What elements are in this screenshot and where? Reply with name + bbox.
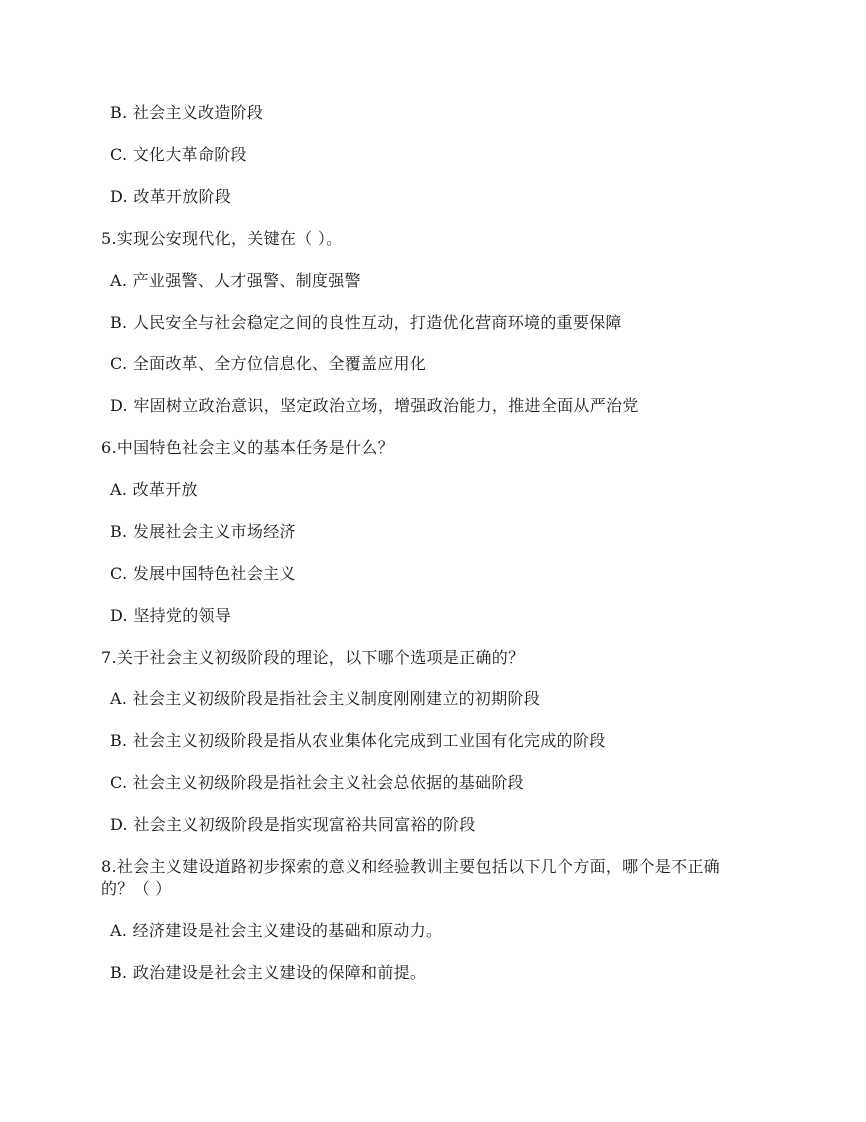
option-a-q5: A. 产业强警、人才强警、制度强警 [110,271,361,290]
option-b-q8: B. 政治建设是社会主义建设的保障和前提。 [110,963,427,982]
question-5: 5.实现公安现代化，关键在（ ）。 [101,229,343,248]
option-a-q8: A. 经济建设是社会主义建设的基础和原动力。 [110,921,443,940]
option-b-q7: B. 社会主义初级阶段是指从农业集体化完成到工业国有化完成的阶段 [110,731,606,750]
option-c-q7: C. 社会主义初级阶段是指社会主义社会总依据的基础阶段 [110,773,524,792]
option-a-q7: A. 社会主义初级阶段是指社会主义制度刚刚建立的初期阶段 [110,689,541,708]
option-c-q5: C. 全面改革、全方位信息化、全覆盖应用化 [110,354,427,373]
option-c-q4: C. 文化大革命阶段 [110,145,247,164]
option-c-q6: C. 发展中国特色社会主义 [110,564,296,583]
option-d-q4: D. 改革开放阶段 [110,187,232,206]
option-d-q6: D. 坚持党的领导 [110,606,232,625]
question-8: 8.社会主义建设道路初步探索的意义和经验教训主要包括以下几个方面，哪个是不正确的？（ ） [101,857,720,898]
option-d-q7: D. 社会主义初级阶段是指实现富裕共同富裕的阶段 [110,815,476,834]
question-7: 7.关于社会主义初级阶段的理论，以下哪个选项是正确的？ [101,648,525,667]
question-6: 6.中国特色社会主义的基本任务是什么？ [101,438,394,457]
option-a-q6: A. 改革开放 [110,480,198,499]
option-b-q4: B. 社会主义改造阶段 [110,103,264,122]
option-d-q5: D. 牢固树立政治意识，坚定政治立场，增强政治能力，推进全面从严治党 [110,396,639,415]
option-b-q6: B. 发展社会主义市场经济 [110,522,296,541]
option-b-q5: B. 人民安全与社会稳定之间的良性互动，打造优化营商环境的重要保障 [110,313,622,332]
